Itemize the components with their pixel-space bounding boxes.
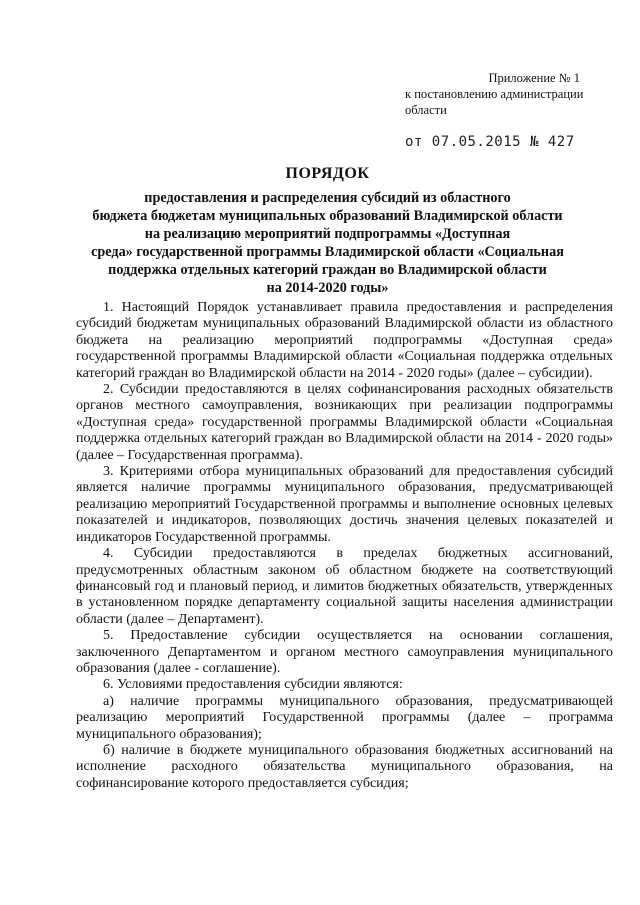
title-line: бюджета бюджетам муниципальных образований Владимирской области <box>92 208 563 224</box>
document-body <box>76 300 613 792</box>
title-line: предоставления и распределения субсидий из областного <box>144 190 511 206</box>
title-line: среда» государственной программы Владимирской области «Социальная <box>91 244 564 260</box>
attachment-reference: к постановлению администрации <box>405 87 584 101</box>
title-line: на реализацию мероприятий подпрограммы «Доступная <box>144 226 511 242</box>
attachment-number: Приложение № 1 <box>488 71 580 85</box>
paragraph-6b: б) наличие в бюджете муниципального образования бюджетных ассигнований на исполнение расходного обязательства муниципального образования, на софинансирование которого предоставляется субсидия; <box>76 742 613 791</box>
paragraph-3: 3. Критериями отбора муниципальных образований для предоставления субсидий является наличие программы муниципального образования, предусматривающей реализацию мероприятий Государственной программы и выполнение основных целевых показателей и индикаторов, позволяющих достичь значения целевых показателей и индикаторов Государственной программы. <box>76 464 613 545</box>
paragraph-5: 5. Предоставление субсидии осуществляется на основании соглашения, заключенного Департаментом и органом местного самоуправления муниципального образования (далее - соглашение). <box>76 628 613 676</box>
attachment-block <box>405 70 620 150</box>
document-title <box>40 165 615 297</box>
paragraph-1: 1. Настоящий Порядок устанавливает правила предоставления и распределения субсидий бюджетам муниципальных образований Владимирской области из областного бюджета на реализацию мероприятий подпрограммы «Доступная среда» государственной программы Владимирской области «Социальная поддержка отдельных категорий граждан во Владимирской области на 2014 - 2020 годы» (далее – субсидии). <box>76 300 613 381</box>
paragraph-2: 2. Субсидии предоставляются в целях софинансирования расходных обязательств органов местного самоуправления, возникающих при реализации подпрограммы «Доступная среда» государственной программы Владимирской области «Социальная поддержка отдельных категорий граждан во Владимирской области на 2014 - 2020 годы» (далее – Государственная программа). <box>76 382 613 463</box>
paragraph-6a: а) наличие программы муниципального образования, предусматривающей реализацию мероприятий Государственной программы (далее – программа муниципального образования); <box>76 693 613 742</box>
title-line: поддержка отдельных категорий граждан во Владимирской области <box>108 262 547 278</box>
title-line: на 2014-2020 годы» <box>266 280 389 296</box>
decree-date-number: от 07.05.2015 № 427 <box>405 134 575 150</box>
attachment-reference-region: области <box>405 103 447 117</box>
paragraph-6: 6. Условиями предоставления субсидии являются: <box>103 677 403 693</box>
title-heading: ПОРЯДОК <box>285 165 370 182</box>
paragraph-4: 4. Субсидии предоставляются в пределах бюджетных ассигнований, предусмотренных областным законом об областном бюджете на соответствующий финансовый год и плановый период, и лимитов бюджетных обязательств, утвержденных в установленном порядке департаменту социальной защиты населения администрации области (далее – Департамент). <box>76 546 613 627</box>
